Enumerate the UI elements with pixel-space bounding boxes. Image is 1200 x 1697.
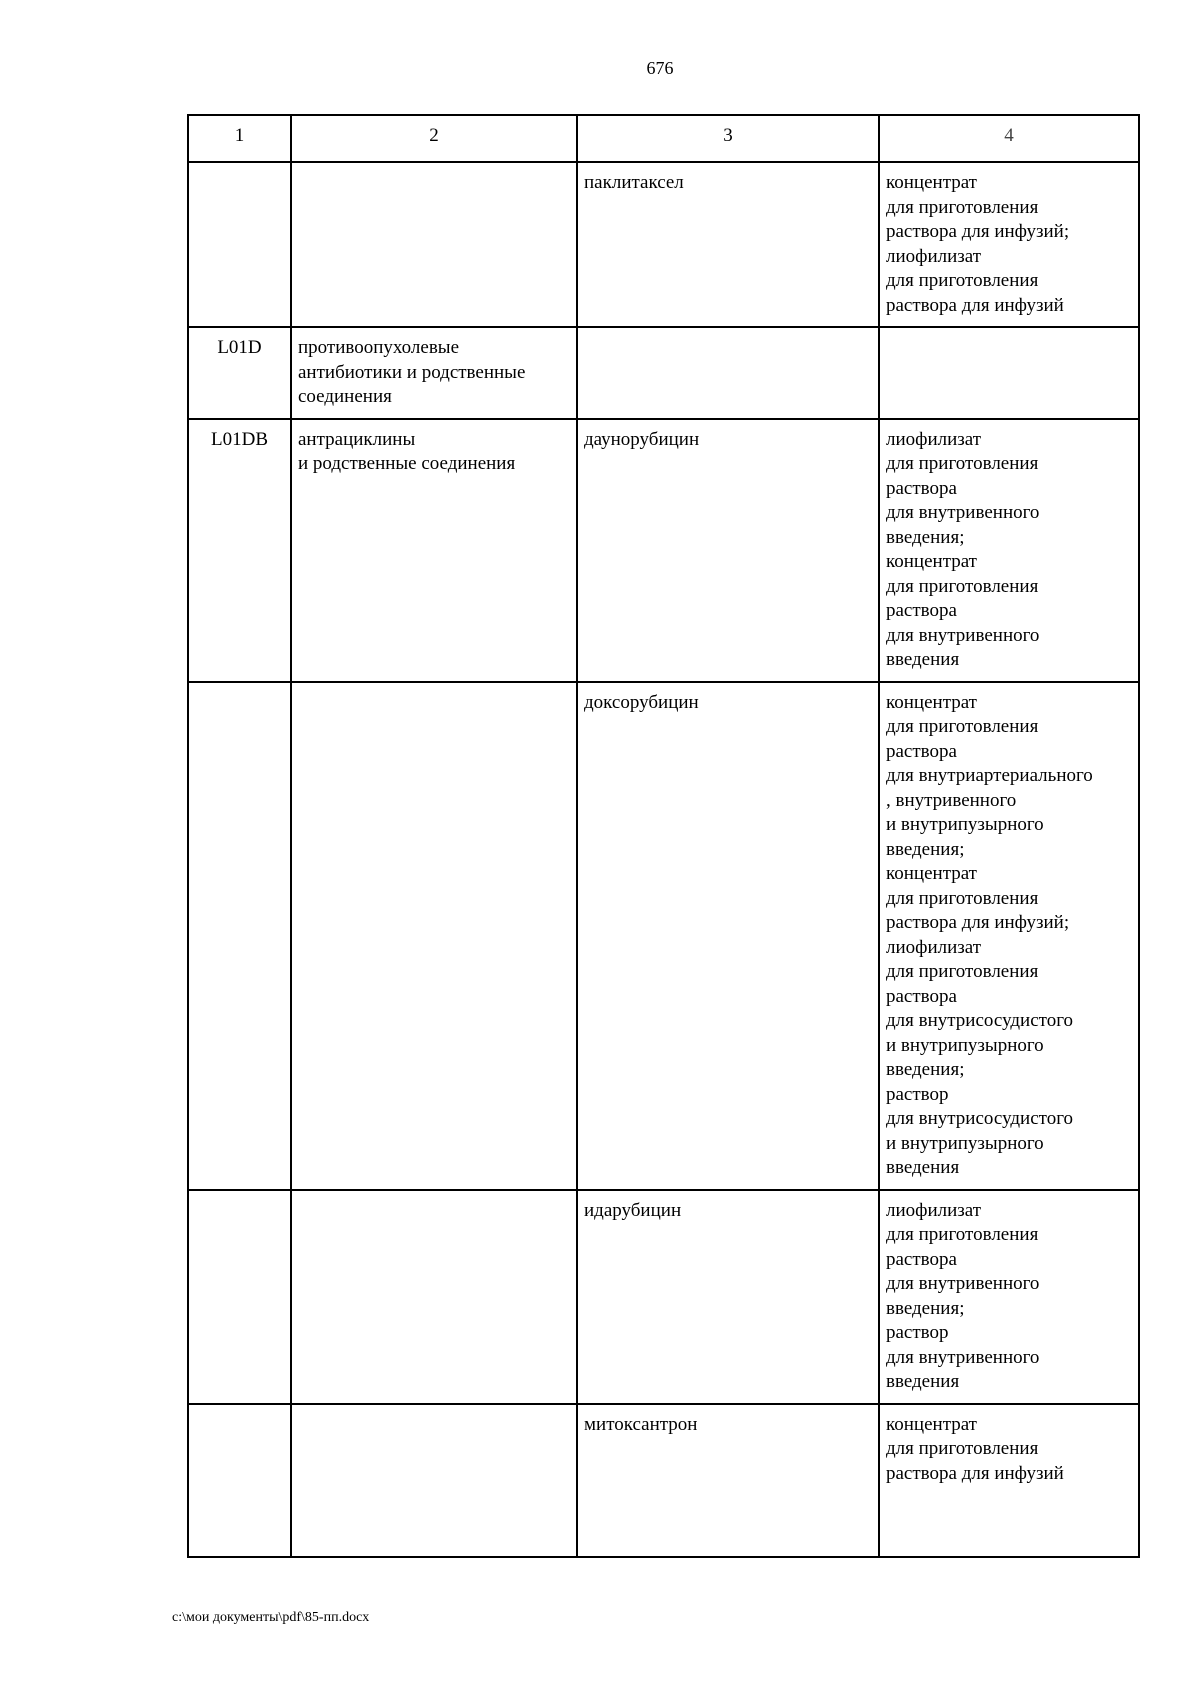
dosage-form-line: и внутрипузырного	[886, 1034, 1044, 1056]
group-name-line: антрациклины	[298, 428, 416, 450]
dosage-forms-cell	[879, 419, 1139, 682]
dosage-form-line: раствора	[886, 740, 957, 762]
dosage-form-line: введения;	[886, 1297, 965, 1319]
drug-name-cell	[577, 419, 879, 682]
dosage-form-line: для приготовления	[886, 716, 1039, 737]
dosage-form-line: раствора для инфузий	[886, 294, 1064, 316]
drug-name-cell	[577, 682, 879, 1190]
dosage-form-line: раствора для инфузий;	[886, 912, 1070, 933]
atc-code-cell	[188, 682, 291, 1190]
dosage-form-line: для внутриартериального	[886, 765, 1093, 786]
dosage-form-line: для приготовления	[886, 961, 1039, 982]
dosage-form-line: раствора для инфузий	[886, 1462, 1064, 1484]
dosage-form-line: введения	[886, 649, 960, 670]
drug-table	[187, 114, 1140, 1558]
dosage-form-line: для внутривенного	[886, 1346, 1040, 1368]
drug-name-cell	[577, 1190, 879, 1404]
header-cell-2: 2	[291, 115, 577, 162]
dosage-form-line: раствор	[886, 1322, 949, 1343]
group-name-cell	[291, 419, 577, 682]
dosage-form-line: и внутрипузырного	[886, 814, 1044, 835]
dosage-form-line: концентрат	[886, 863, 977, 884]
header-cell-3: 3	[577, 115, 879, 162]
dosage-form-line: введения;	[886, 526, 965, 548]
dosage-form-line: для приготовления	[886, 1224, 1039, 1245]
table-row	[188, 327, 1139, 419]
atc-code: L01D	[217, 337, 262, 358]
dosage-form-line: концентрат	[886, 551, 977, 572]
dosage-form-line: для приготовления	[886, 270, 1039, 291]
footer-file-path: c:\мои документы\pdf\85-пп.docx	[172, 1610, 370, 1625]
drug-name: митоксантрон	[584, 1413, 698, 1435]
drug-name-cell	[577, 1404, 879, 1557]
atc-code-cell	[188, 1404, 291, 1557]
atc-code-cell	[188, 419, 291, 682]
drug-name-cell	[577, 327, 879, 419]
group-name-line: и родственные соединения	[298, 453, 516, 474]
header-cell-4: 4	[879, 115, 1139, 162]
table-row	[188, 682, 1139, 1190]
dosage-form-line: для приготовления	[886, 453, 1039, 474]
page-number: 676	[646, 58, 674, 78]
dosage-form-line: раствора для инфузий;	[886, 221, 1070, 242]
dosage-form-line: для приготовления	[886, 887, 1039, 909]
dosage-form-line: концентрат	[886, 691, 977, 713]
group-name-cell	[291, 1404, 577, 1557]
dosage-form-line: и внутрипузырного	[886, 1132, 1044, 1154]
dosage-form-line: лиофилизат	[886, 428, 982, 450]
dosage-form-line: раствора	[886, 477, 957, 499]
dosage-forms-cell	[879, 1404, 1139, 1557]
group-name-line: противоопухолевые	[298, 337, 460, 358]
atc-code: L01DB	[211, 428, 268, 450]
dosage-form-line: для внутривенного	[886, 502, 1040, 523]
group-name-line: антибиотики и родственные	[298, 361, 526, 383]
dosage-form-line: для внутривенного	[886, 1273, 1040, 1294]
atc-code-cell	[188, 327, 291, 419]
dosage-form-line: для приготовления	[886, 575, 1039, 597]
table-header-row	[188, 115, 1139, 162]
dosage-form-line: концентрат	[886, 1413, 977, 1435]
dosage-forms-cell	[879, 1190, 1139, 1404]
dosage-form-line: для внутривенного	[886, 624, 1040, 646]
group-name-cell	[291, 1190, 577, 1404]
atc-code-cell	[188, 162, 291, 327]
dosage-form-line: концентрат	[886, 172, 977, 193]
dosage-form-line: введения;	[886, 1059, 965, 1080]
dosage-form-line: введения	[886, 1371, 960, 1392]
table-row	[188, 162, 1139, 327]
atc-code-cell	[188, 1190, 291, 1404]
dosage-form-line: введения	[886, 1157, 960, 1178]
dosage-form-line: для внутрисосудистого	[886, 1108, 1074, 1129]
dosage-forms-cell	[879, 682, 1139, 1190]
dosage-forms-cell	[879, 162, 1139, 327]
table-row	[188, 1404, 1139, 1557]
dosage-form-line: , внутривенного	[886, 789, 1017, 811]
dosage-form-line: лиофилизат	[886, 936, 982, 958]
group-name-cell	[291, 162, 577, 327]
dosage-form-line: лиофилизат	[886, 1199, 982, 1221]
group-name-cell	[291, 327, 577, 419]
group-name-line: соединения	[298, 386, 392, 407]
group-name-cell	[291, 682, 577, 1190]
table-row	[188, 1190, 1139, 1404]
drug-name: идарубицин	[584, 1199, 682, 1221]
dosage-form-line: введения;	[886, 838, 965, 860]
dosage-form-line: раствор	[886, 1083, 949, 1105]
dosage-form-line: раствора	[886, 985, 957, 1007]
dosage-form-line: для приготовления	[886, 1438, 1039, 1459]
drug-name: паклитаксел	[584, 172, 684, 193]
dosage-form-line: лиофилизат	[886, 245, 982, 267]
dosage-form-line: для внутрисосудистого	[886, 1010, 1074, 1031]
dosage-forms-cell	[879, 327, 1139, 419]
dosage-form-line: раствора	[886, 1248, 957, 1270]
table-row	[188, 419, 1139, 682]
dosage-form-line: раствора	[886, 600, 957, 621]
dosage-form-line: для приготовления	[886, 196, 1039, 218]
drug-name-cell	[577, 162, 879, 327]
header-cell-1: 1	[188, 115, 291, 162]
drug-name: даунорубицин	[584, 428, 700, 450]
drug-name: доксорубицин	[584, 691, 699, 713]
